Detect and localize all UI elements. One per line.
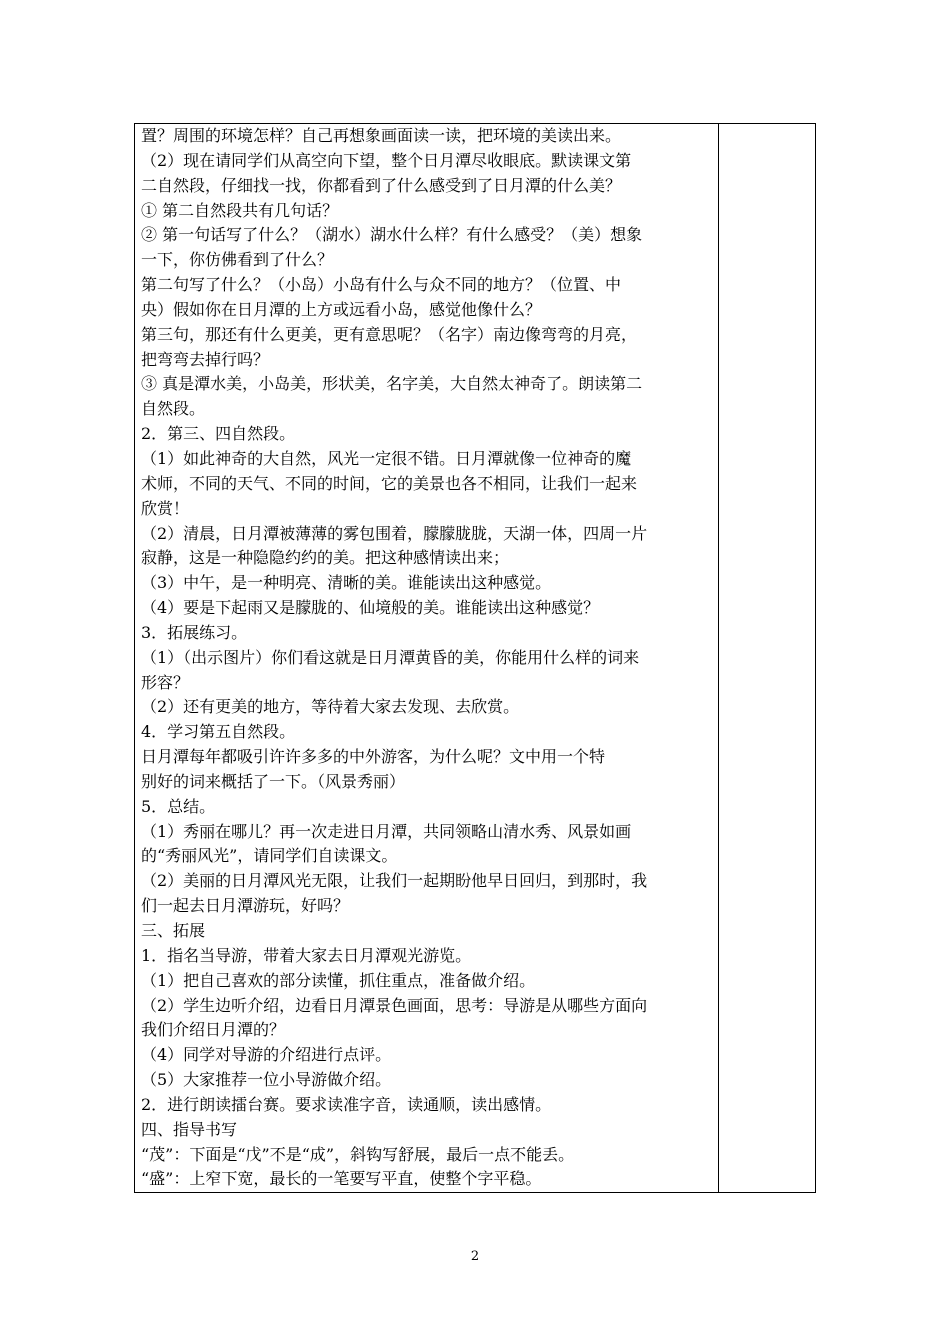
text-line: 2．进行朗读擂台赛。要求读准字音，读通顺，读出感情。 — [141, 1094, 552, 1114]
text-line: （3）中午，是一种明亮、清晰的美。谁能读出这种感觉。 — [141, 573, 552, 593]
text-line: （2）学生边听介绍，边看日月潭景色画面，思考：导游是从哪些方面向 — [141, 995, 648, 1015]
text-line: 术师，不同的天气、不同的时间，它的美景也各不相同，让我们一起来 — [141, 473, 638, 493]
text-line: （2）美丽的日月潭风光无限，让我们一起期盼他早日回归，到那时，我 — [141, 871, 648, 891]
text-line: 4．学习第五自然段。 — [141, 722, 296, 742]
text-line: ① 第二自然段共有几句话？ — [141, 200, 339, 220]
text-line: （5）大家推荐一位小导游做介绍。 — [141, 1070, 392, 1090]
text-line: 把弯弯去掉行吗？ — [141, 349, 270, 369]
text-line: 形容？ — [141, 672, 190, 692]
text-line: 们一起去日月潭游玩，好吗？ — [141, 896, 350, 916]
text-line: 我们介绍日月潭的？ — [141, 1020, 286, 1040]
text-line: 置？周围的环境怎样？自己再想象画面读一读，把环境的美读出来。 — [141, 126, 622, 145]
text-line: 第二句写了什么？（小岛）小岛有什么与众不同的地方？（位置、中 — [141, 275, 622, 295]
page-number: 2 — [470, 1249, 480, 1264]
text-line: （4）同学对导游的介绍进行点评。 — [141, 1045, 392, 1065]
text-line: ② 第一句话写了什么？（湖水）湖水什么样？有什么感受？（美）想象 — [141, 225, 643, 245]
text-line: 日月潭每年都吸引许许多多的中外游客，为什么呢？文中用一个特 — [141, 747, 606, 767]
text-line: （1）（出示图片）你们看这就是日月潭黄昏的美，你能用什么样的词来 — [141, 647, 640, 667]
text-line: 寂静，这是一种隐隐约约的美。把这种感情读出来； — [141, 548, 510, 568]
text-line: 5．总结。 — [141, 796, 216, 816]
text-line: 三、拓展 — [141, 921, 206, 940]
lesson-content-cell — [141, 124, 713, 1192]
text-line: 二自然段，仔细找一找，你都看到了什么感受到了日月潭的什么美？ — [141, 175, 622, 195]
text-line: （2）还有更美的地方，等待着大家去发现、去欣赏。 — [141, 697, 520, 717]
text-line: 一下，你仿佛看到了什么？ — [141, 250, 334, 270]
text-line: “盛”：上窄下宽，最长的一笔要写平直，使整个字平稳。 — [141, 1169, 542, 1189]
text-line: （1）把自己喜欢的部分读懂，抓住重点，准备做介绍。 — [141, 970, 536, 990]
text-line: 自然段。 — [141, 399, 206, 419]
text-line: ③ 真是潭水美，小岛美，形状美，名字美，大自然太神奇了。朗读第二 — [141, 374, 643, 394]
table-column-divider — [718, 123, 719, 1193]
text-line: （2）清晨，日月潭被薄薄的雾包围着，朦朦胧胧，天湖一体，四周一片 — [141, 523, 648, 543]
text-line: 四、指导书写 — [141, 1119, 238, 1139]
text-line: （4）要是下起雨又是朦胧的、仙境般的美。谁能读出这种感觉？ — [141, 598, 600, 618]
text-line: （1）秀丽在哪儿？再一次走进日月潭，共同领略山清水秀、风景如画 — [141, 821, 632, 841]
text-line: 2．第三、四自然段。 — [141, 424, 296, 444]
text-line: （2）现在请同学们从高空向下望，整个日月潭尽收眼底。默读课文第 — [141, 150, 632, 170]
text-line: 别好的词来概括了一下。（风景秀丽） — [141, 771, 406, 791]
text-line: 1．指名当导游，带着大家去日月潭观光游览。 — [141, 945, 472, 965]
text-line: 3．拓展练习。 — [141, 622, 248, 642]
text-line: 欣赏！ — [141, 498, 190, 518]
text-line: 的“秀丽风光”，请同学们自读课文。 — [141, 846, 398, 866]
text-line: 央）假如你在日月潭的上方或远看小岛，感觉他像什么？ — [141, 299, 542, 319]
text-line: （1）如此神奇的大自然，风光一定很不错。日月潭就像一位神奇的魔 — [141, 448, 632, 468]
text-line: “茂”：下面是“戊”不是“成”，斜钩写舒展，最后一点不能丢。 — [141, 1144, 575, 1164]
text-line: 第三句，那还有什么更美，更有意思呢？（名字）南边像弯弯的月亮， — [141, 324, 638, 344]
